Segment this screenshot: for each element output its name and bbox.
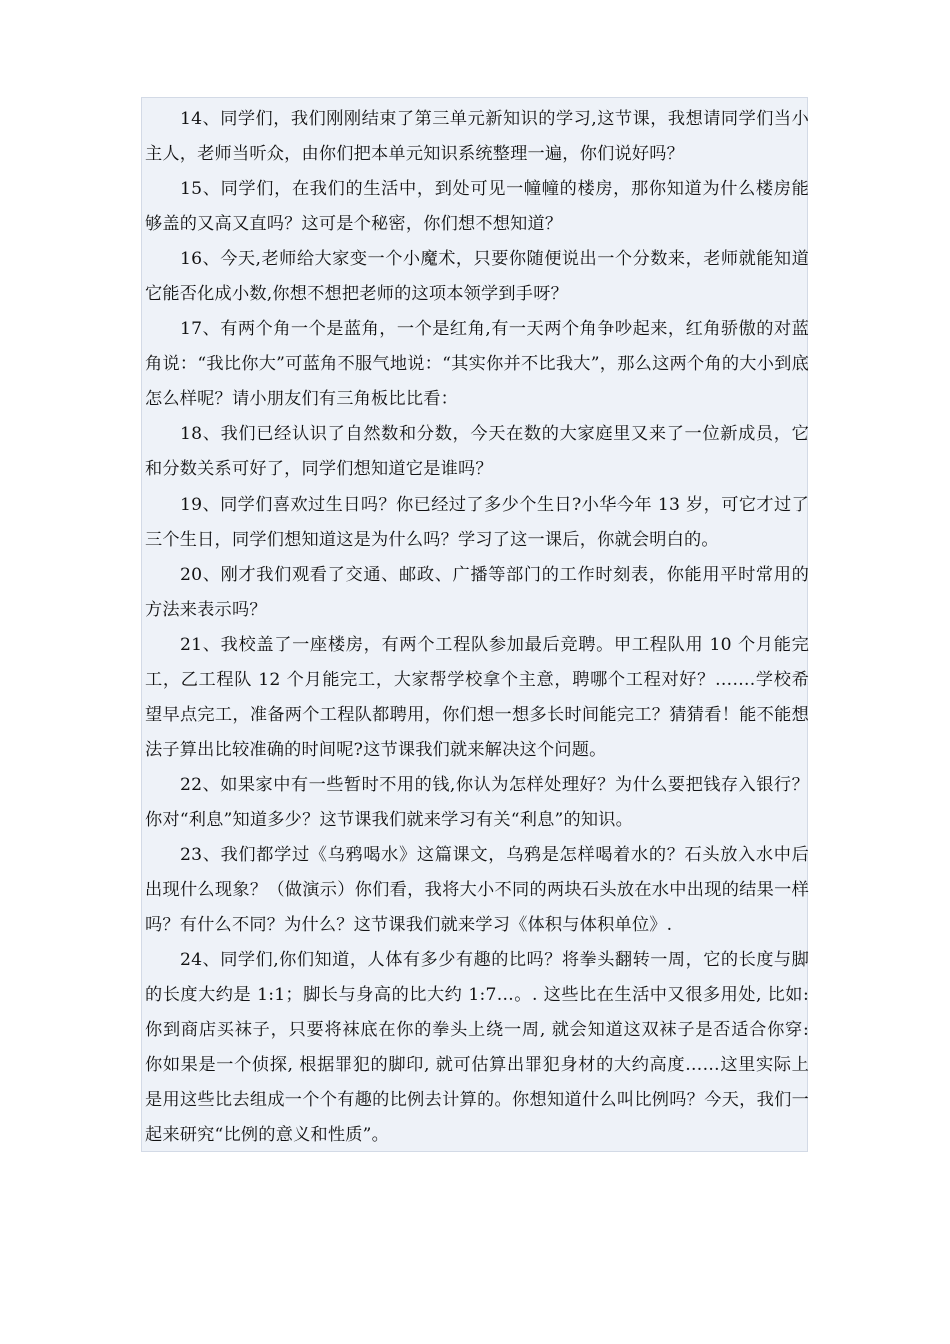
paragraph-23: 23、我们都学过《乌鸦喝水》这篇课文，乌鸦是怎样喝着水的？石头放入水中后出现什么现象？（做演示）你们看，我将大小不同的两块石头放在水中出现的结果一样吗？有什么不同？为什么？这节课我们就来学习《体积与体积单位》. — [145, 844, 809, 936]
paragraph-20: 20、刚才我们观看了交通、邮政、广播等部门的工作时刻表，你能用平时常用的方法来表示吗？ — [145, 564, 809, 620]
paragraph-16: 16、今天,老师给大家变一个小魔术，只要你随便说出一个分数来，老师就能知道它能否化成小数,你想不想把老师的这项本领学到手呀？ — [145, 249, 809, 305]
paragraph-24: 24、同学们,你们知道，人体有多少有趣的比吗？将拳头翻转一周，它的长度与脚的长度大约是 1:1；脚长与身高的比大约 1:7…。. 这些比在生活中又很多用处, 比如: 你到商店买袜子，只要将袜底在你的拳头上绕一周, 就会知道这双袜子是否适合你穿: 你如果是一个侦探, 根据罪犯的脚印, 就可估算出罪犯身材的大约高度……这里实际上是用这些比去组成一个个有趣的比例去计算的。你想知道什么叫比例吗？今天，我们一起来研究“比例的意义和性质”。 — [145, 950, 809, 1146]
paragraph-15: 15、同学们，在我们的生活中，到处可见一幢幢的楼房，那你知道为什么楼房能够盖的又高又直吗？这可是个秘密，你们想不想知道？ — [145, 179, 809, 235]
paragraph-19: 19、同学们喜欢过生日吗？你已经过了多少个生日?小华今年 13 岁，可它才过了三个生日，同学们想知道这是为什么吗？学习了这一课后，你就会明白的。 — [145, 494, 809, 550]
paragraph-17: 17、有两个角一个是蓝角，一个是红角,有一天两个角争吵起来，红角骄傲的对蓝角说：“我比你大”可蓝角不服气地说：“其实你并不比我大”，那么这两个角的大小到底怎么样呢？请小朋友们有三角板比比看： — [145, 319, 809, 410]
paragraph-14: 14、同学们，我们刚刚结束了第三单元新知识的学习,这节课，我想请同学们当小主人，老师当听众，由你们把本单元知识系统整理一遍，你们说好吗？ — [145, 109, 809, 165]
paragraph-18: 18、我们已经认识了自然数和分数，今天在数的大家庭里又来了一位新成员，它和分数关系可好了，同学们想知道它是谁吗？ — [145, 424, 809, 480]
paragraph-22: 22、如果家中有一些暂时不用的钱,你认为怎样处理好？为什么要把钱存入银行？你对“利息”知道多少？这节课我们就来学习有关“利息”的知识。 — [145, 774, 809, 830]
text-content-box — [141, 97, 808, 1152]
paragraph-21: 21、我校盖了一座楼房，有两个工程队参加最后竞聘。甲工程队用 10 个月能完工，乙工程队 12 个月能完工，大家帮学校拿个主意，聘哪个工程对好？…….学校希望早点完工，准备两个工程队都聘用，你们想一想多长时间能完工？猜猜看！能不能想法子算出比较准确的时间呢?这节课我们就来解决这个问题。 — [145, 634, 809, 760]
